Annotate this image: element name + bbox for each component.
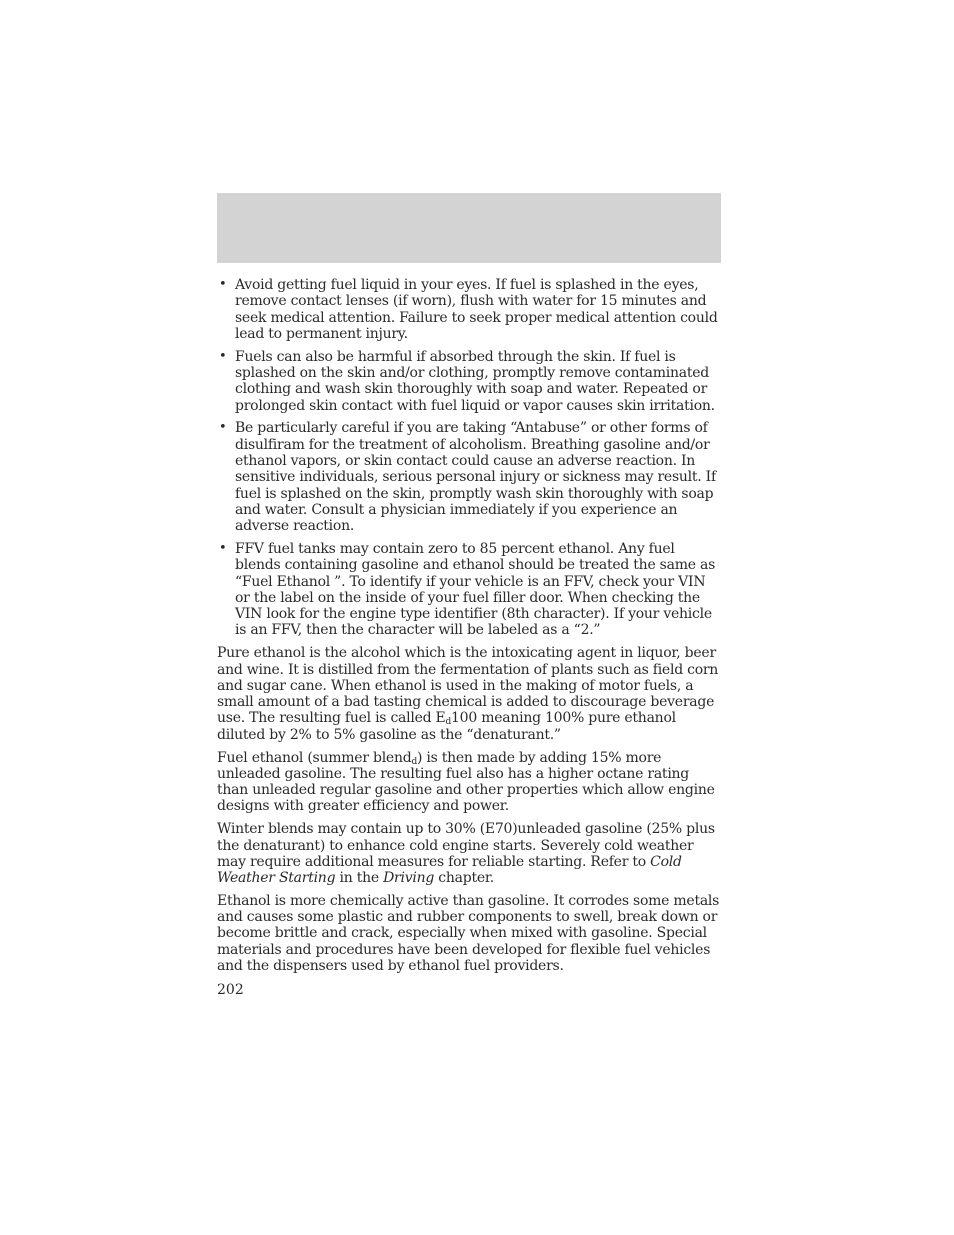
page-number: 202 (217, 982, 244, 998)
page-content (217, 277, 721, 981)
list-item: • Be particularly careful if you are taking “Antabuse” or other forms of disulfiram for the treatment of alcoholism. Breathing gasoline and/or ethanol vapors, or skin contact could cause an adverse reaction. In sensitive individuals, serious personal injury or sickness may result. If fuel is splashed on the skin, promptly wash skin thoroughly with soap and water. Consult a physician immediately if you experience an adverse reaction. (217, 420, 721, 534)
list-item: • FFV fuel tanks may contain zero to 85 percent ethanol. Any fuel blends containing gasoline and ethanol should be treated the same as “Fuel Ethanol ”. To identify if your vehicle is an FFV, check your VIN or the label on the inside of your fuel filler door. When checking the VIN look for the engine type identifier (8th character). If your vehicle is an FFV, then the character will be labeled as a “2.” (217, 541, 721, 639)
cross-reference-cold-weather-starting: Cold Weather Starting (217, 853, 682, 887)
paragraph-pure-ethanol: Pure ethanol is the alcohol which is the intoxicating agent in liquor, beer and wine. It is distilled from the fermentation of plants such as field corn and sugar cane. When ethanol is used in the making of motor fuels, a small amount of a bad tasting chemical is added to discourage beverage use. The resulting fuel is called $E_d100$ meaning 100% pure ethanol diluted by 2% to 5% gasoline as the “denaturant.” (217, 645, 719, 743)
header-band (217, 193, 721, 263)
paragraph-winter-blends: Winter blends may contain up to 30% (E70)unleaded gasoline (25% plus the denaturant) to enhance cold engine starts. Severely cold weather may require additional measures for reliable starting. Refer to Cold Weather Starting in the Driving chapter. (217, 821, 715, 887)
cross-reference-driving: Driving (383, 870, 435, 887)
warning-list (217, 277, 721, 639)
paragraph-ethanol-chemistry: Ethanol is more chemically active than gasoline. It corrodes some metals and causes some plastic and rubber components to swell, break down or become brittle and crack, especially when mixed with gasoline. Special materials and procedures have been developed for flexible fuel vehicles and the dispensers used by ethanol fuel providers. (217, 892, 720, 975)
list-item: • Fuels can also be harmful if absorbed through the skin. If fuel is splashed on the skin and/or clothing, promptly remove contaminated clothing and wash skin thoroughly with soap and water. Repeated or prolonged skin contact with fuel liquid or vapor causes skin irritation. (217, 349, 721, 414)
list-item: • Avoid getting fuel liquid in your eyes. If fuel is splashed in the eyes, remove contact lenses (if worn), flush with water for 15 minutes and seek medical attention. Failure to seek proper medical attention could lead to permanent injury. (217, 277, 721, 342)
paragraph-fuel-ethanol: Fuel ethanol (summer blend$_d$) is then made by adding 15% more unleaded gasoline. The resulting fuel also has a higher octane rating than unleaded regular gasoline and other properties which allow engine designs with greater efficiency and power. (217, 749, 715, 815)
